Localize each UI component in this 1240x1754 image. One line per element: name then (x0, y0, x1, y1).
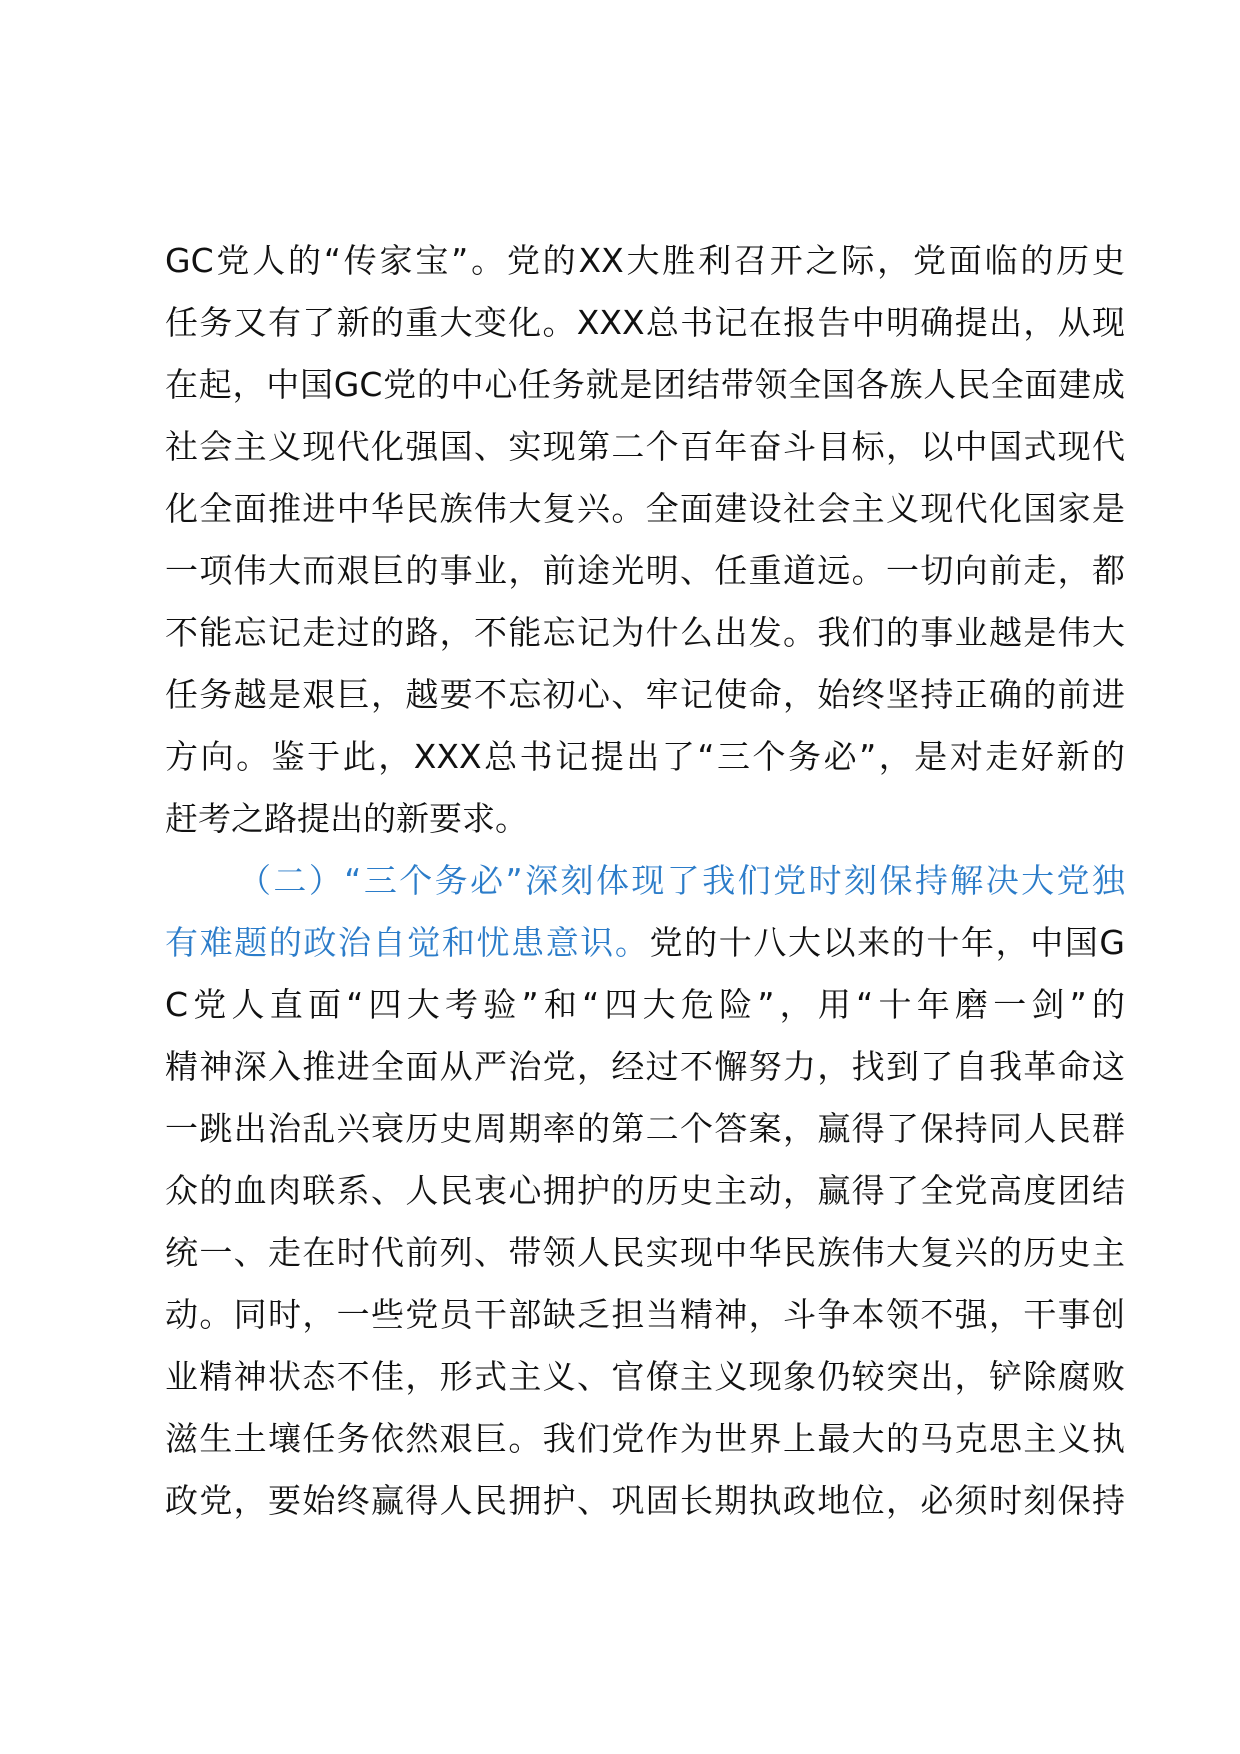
text-line: 赶考之路提出的新要求。 (165, 799, 528, 838)
text-line: 业精神状态不佳，形式主义、官僚主义现象仍较突出，铲除腐败 (165, 1357, 1125, 1396)
paragraph-2 (165, 850, 1125, 1532)
text-line: 社会主义现代化强国、实现第二个百年奋斗目标，以中国式现代 (165, 427, 1125, 466)
text-line: 一项伟大而艰巨的事业，前途光明、任重道远。一切向前走，都 (165, 551, 1125, 590)
text-line: 化全面推进中华民族伟大复兴。全面建设社会主义现代化国家是 (165, 489, 1125, 528)
text-line (165, 912, 1125, 974)
text-line: 动。同时，一些党员干部缺乏担当精神，斗争本领不强，干事创 (165, 1295, 1125, 1334)
text-line: 不能忘记走过的路，不能忘记为什么出发。我们的事业越是伟大 (165, 613, 1125, 652)
text-line: 在起，中国GC党的中心任务就是团结带领全国各族人民全面建成 (165, 365, 1125, 404)
text-line: 一跳出治乱兴衰历史周期率的第二个答案，赢得了保持同人民群 (165, 1109, 1125, 1148)
section-heading-line: （二）“三个务必”深刻体现了我们党时刻保持解决大党独 (238, 861, 1125, 900)
text-line: 滋生土壤任务依然艰巨。我们党作为世界上最大的马克思主义执 (165, 1419, 1125, 1458)
text-line: 任务越是艰巨，越要不忘初心、牢记使命，始终坚持正确的前进 (165, 675, 1125, 714)
text-line: C党人直面“四大考验”和“四大危险”，用“十年磨一剑”的 (165, 985, 1125, 1024)
text-line: 方向。鉴于此，XXX总书记提出了“三个务必”，是对走好新的 (165, 737, 1125, 776)
text-line: 任务又有了新的重大变化。XXX总书记在报告中明确提出，从现 (165, 303, 1125, 342)
text-line: 众的血肉联系、人民衷心拥护的历史主动，赢得了全党高度团结 (165, 1171, 1125, 1210)
body-text (165, 230, 1125, 1532)
text-line: 统一、走在时代前列、带领人民实现中华民族伟大复兴的历史主 (165, 1233, 1125, 1272)
text-line: 精神深入推进全面从严治党，经过不懈努力，找到了自我革命这 (165, 1047, 1125, 1086)
text-span: 党的十八大以来的十年，中国G (649, 923, 1125, 962)
section-heading-end: 有难题的政治自觉和忧患意识。 (165, 923, 650, 962)
text-line: GC党人的“传家宝”。党的XX大胜利召开之际，党面临的历史 (165, 241, 1125, 280)
paragraph-1 (165, 230, 1125, 850)
text-line: 政党，要始终赢得人民拥护、巩固长期执政地位，必须时刻保持 (165, 1481, 1125, 1520)
